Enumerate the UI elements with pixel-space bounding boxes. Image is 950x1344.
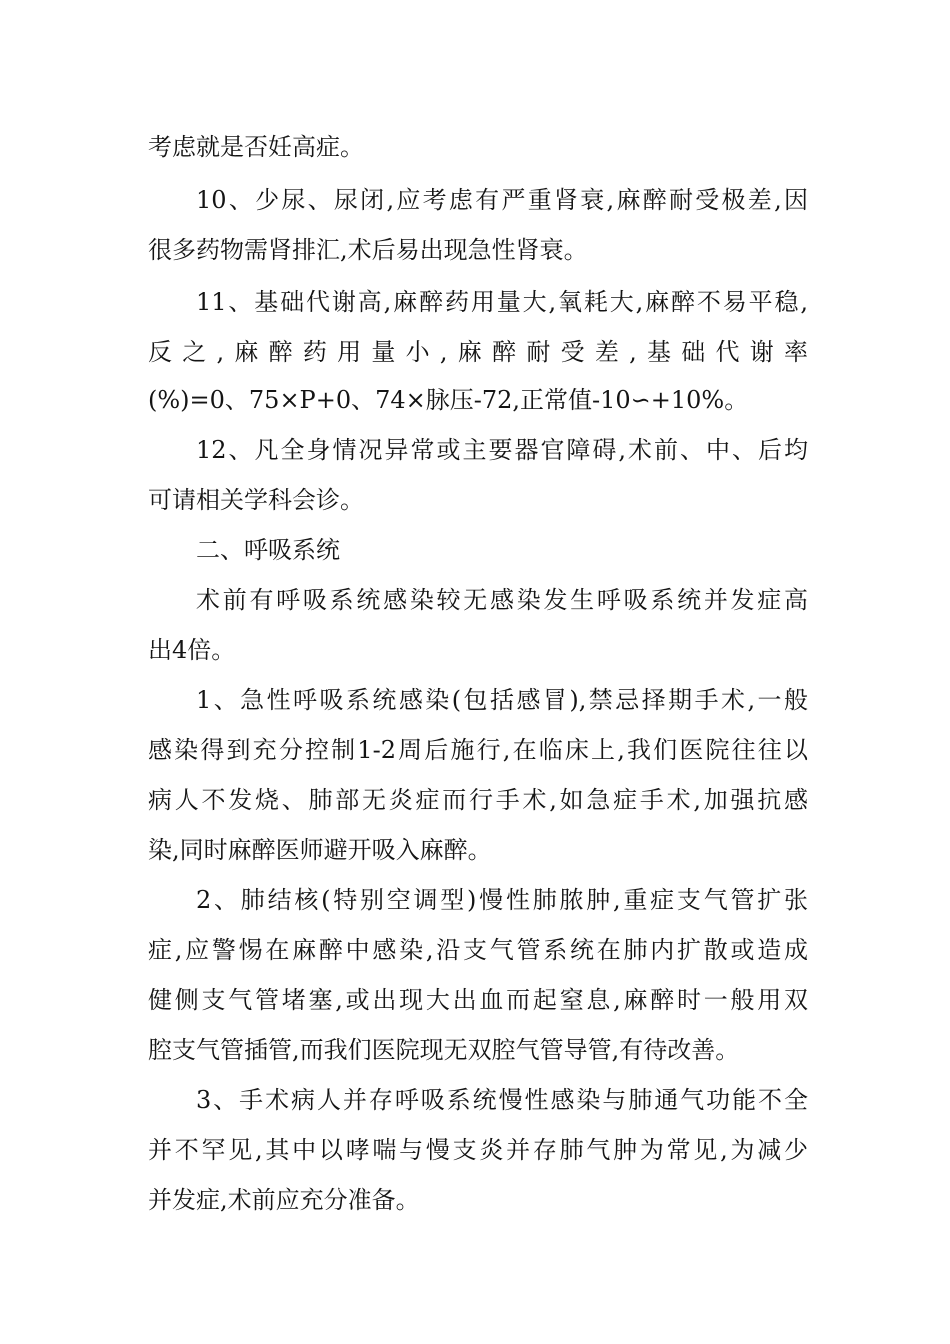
text-line: 2、肺结核(特别空调型)慢性肺脓肿,重症支气管扩张	[196, 886, 808, 914]
text-line: 并发症,术前应充分准备。	[148, 1186, 420, 1214]
text-line: 1、急性呼吸系统感染(包括感冒),禁忌择期手术,一般	[196, 686, 808, 714]
text-line: 症,应警惕在麻醉中感染,沿支气管系统在肺内扩散或造成	[148, 936, 808, 964]
text-line: 并不罕见,其中以哮喘与慢支炎并存肺气肿为常见,为减少	[148, 1136, 808, 1164]
text-line: 10、少尿、尿闭,应考虑有严重肾衰,麻醉耐受极差,因	[196, 186, 808, 214]
text-line: 腔支气管插管,而我们医院现无双腔气管导管,有待改善。	[148, 1036, 740, 1064]
text-line: 反之,麻醉药用量小,麻醉耐受差,基础代谢率	[148, 338, 808, 366]
text-line: (%)=0、75×P+0、74×脉压-72,正常值-10∽+10%。	[148, 386, 749, 414]
text-line: 12、凡全身情况异常或主要器官障碍,术前、中、后均	[196, 436, 808, 464]
text-line: 3、手术病人并存呼吸系统慢性感染与肺通气功能不全	[196, 1086, 808, 1114]
text-line: 很多药物需肾排汇,术后易出现急性肾衰。	[148, 236, 588, 264]
text-line: 11、基础代谢高,麻醉药用量大,氧耗大,麻醉不易平稳,	[196, 288, 808, 316]
text-line: 术前有呼吸系统感染较无感染发生呼吸系统并发症高	[196, 586, 808, 614]
text-line: 病人不发烧、肺部无炎症而行手术,如急症手术,加强抗感	[148, 786, 808, 814]
section-heading: 二、呼吸系统	[196, 536, 340, 564]
text-line: 可请相关学科会诊。	[148, 486, 364, 514]
text-line: 染,同时麻醉医师避开吸入麻醉。	[148, 836, 492, 864]
text-line: 考虑就是否妊高症。	[148, 133, 364, 161]
text-line: 健侧支气管堵塞,或出现大出血而起窒息,麻醉时一般用双	[148, 986, 808, 1014]
text-line: 感染得到充分控制1-2周后施行,在临床上,我们医院往往以	[148, 736, 808, 764]
text-line: 出4倍。	[148, 636, 236, 664]
